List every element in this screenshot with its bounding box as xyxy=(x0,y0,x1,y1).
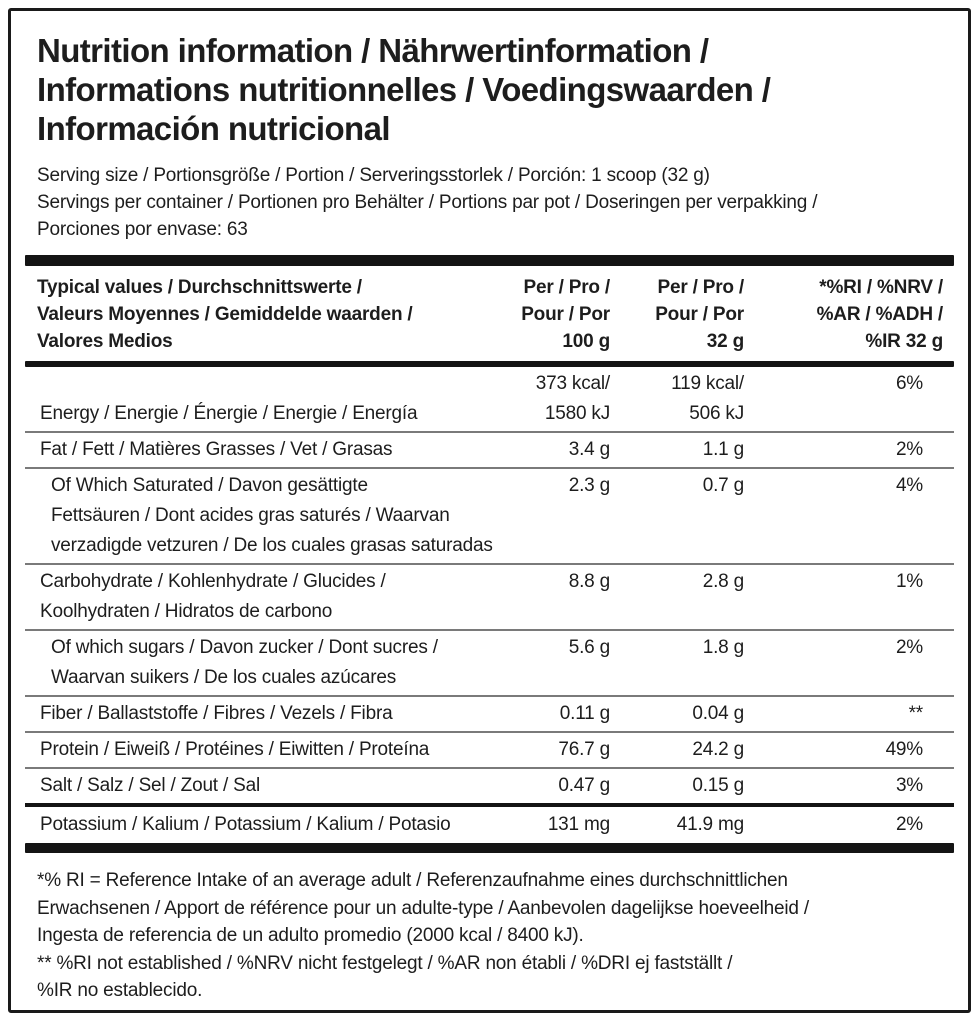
value-line: 4% xyxy=(895,475,923,496)
value-line: 2% xyxy=(895,637,923,658)
row-label-line: Fat / Fett / Matières Grasses / Vet / Grasas xyxy=(40,439,393,460)
value-line: 119 kcal/ xyxy=(671,373,744,394)
title-line-1: Nutrition information / Nährwertinformation / xyxy=(37,32,709,69)
row-ri-value xyxy=(744,471,954,561)
servings-per-container-line-2: Porciones por envase: 63 xyxy=(37,219,248,240)
header-per-100g-line: 100 g xyxy=(562,331,610,352)
table-bottom-bar xyxy=(25,843,954,853)
row-per-100g-value xyxy=(475,810,610,840)
table-top-bar xyxy=(25,255,954,266)
value-line: 2% xyxy=(895,439,923,460)
header-typical-values xyxy=(25,274,475,355)
header-per-32g-line: Per / Pro / xyxy=(657,277,744,298)
row-label xyxy=(25,699,475,729)
row-ri-value xyxy=(744,771,954,801)
row-label-line: Energy / Energie / Énergie / Energie / Energía xyxy=(40,403,418,424)
value-line: ** xyxy=(908,703,923,724)
value-line: 5.6 g xyxy=(568,637,610,658)
header-per-32g-line: Pour / Por xyxy=(655,304,744,325)
value-line: 76.7 g xyxy=(558,739,610,760)
row-label xyxy=(25,633,475,693)
table-row-carbohydrate xyxy=(25,565,954,629)
header-reference-intake xyxy=(744,274,954,355)
table-row-saturated-fat xyxy=(25,469,954,563)
value-line: 0.47 g xyxy=(558,775,610,796)
row-ri-value xyxy=(744,435,954,465)
header-reference-intake-line: %IR 32 g xyxy=(865,331,943,352)
value-line: 373 kcal/ xyxy=(535,373,610,394)
value-line: 0.15 g xyxy=(692,775,744,796)
table-row-fat xyxy=(25,433,954,467)
table-row-potassium xyxy=(25,807,954,843)
row-per-100g-value xyxy=(475,699,610,729)
row-ri-value xyxy=(744,633,954,693)
row-per-32g-value xyxy=(610,567,744,627)
value-line: 506 kJ xyxy=(689,403,744,424)
value-line: 41.9 mg xyxy=(676,814,744,835)
header-per-32g-line: 32 g xyxy=(706,331,744,352)
footnote-line: *% RI = Reference Intake of an average adult / Referenzaufnahme eines durchschnittlichen xyxy=(37,870,788,891)
row-label-line: Carbohydrate / Kohlenhydrate / Glucides / xyxy=(40,571,386,592)
row-per-100g-value xyxy=(475,471,610,561)
footnote-line: ** %RI not established / %NRV nicht festgelegt / %AR non établi / %DRI ej fastställt / xyxy=(37,952,733,974)
row-label-line: Fettsäuren / Dont acides gras saturés / Waarvan xyxy=(51,505,450,526)
row-ri-value xyxy=(744,699,954,729)
row-ri-value xyxy=(744,810,954,840)
title-line-3: Información nutricional xyxy=(37,110,390,147)
row-per-32g-value xyxy=(610,435,744,465)
row-per-32g-value xyxy=(610,810,744,840)
value-line: 6% xyxy=(895,373,923,394)
row-per-32g-value xyxy=(610,369,744,429)
row-label-line: Of Which Saturated / Davon gesättigte xyxy=(51,475,368,496)
value-line: 1580 kJ xyxy=(544,403,610,424)
header-reference-intake-line: %AR / %ADH / xyxy=(816,304,943,325)
header-per-32g xyxy=(610,274,744,355)
value-line: 2.3 g xyxy=(568,475,610,496)
table-row-sugars xyxy=(25,631,954,695)
header-per-100g-line: Per / Pro / xyxy=(523,277,610,298)
table-row-salt xyxy=(25,769,954,803)
row-per-32g-value xyxy=(610,471,744,561)
row-label-line: Salt / Salz / Sel / Zout / Sal xyxy=(40,775,260,796)
row-ri-value xyxy=(744,567,954,627)
row-ri-value xyxy=(744,369,954,429)
serving-size-line: Serving size / Portionsgröße / Portion / Serveringsstorlek / Porción: 1 scoop (32 g) xyxy=(37,165,710,186)
value-line: 131 mg xyxy=(547,814,610,835)
row-label xyxy=(25,471,493,561)
header-per-100g-line: Pour / Por xyxy=(521,304,610,325)
page-title xyxy=(37,31,954,148)
row-per-32g-value xyxy=(610,699,744,729)
row-per-100g-value xyxy=(475,633,610,693)
value-line: 3.4 g xyxy=(568,439,610,460)
row-label xyxy=(25,735,475,765)
value-line: 1.1 g xyxy=(702,439,744,460)
row-per-100g-value xyxy=(475,735,610,765)
row-label xyxy=(25,399,475,429)
header-reference-intake-line: *%RI / %NRV / xyxy=(819,277,943,298)
row-per-32g-value xyxy=(610,771,744,801)
header-typical-values-line: Typical values / Durchschnittswerte / xyxy=(37,277,362,298)
row-label-line: Protein / Eiweiß / Protéines / Eiwitten / Proteína xyxy=(40,739,430,760)
row-label-line: Waarvan suikers / De los cuales azúcares xyxy=(51,667,397,688)
footnote-line: %IR no establecido. xyxy=(37,980,203,1001)
value-line: 2% xyxy=(895,814,923,835)
value-line: 49% xyxy=(885,739,923,760)
value-line: 1% xyxy=(895,571,923,592)
value-line: 3% xyxy=(895,775,923,796)
value-line: 8.8 g xyxy=(568,571,610,592)
value-line: 0.04 g xyxy=(692,703,744,724)
row-label xyxy=(25,771,475,801)
value-line: 24.2 g xyxy=(692,739,744,760)
table-header-row xyxy=(25,266,954,361)
value-line: 1.8 g xyxy=(702,637,744,658)
header-per-100g xyxy=(475,274,610,355)
title-line-2: Informations nutritionnelles / Voedingswaarden / xyxy=(37,71,771,108)
row-label-line: Of which sugars / Davon zucker / Dont sucres / xyxy=(51,637,438,658)
table-row-energy xyxy=(25,367,954,431)
footnotes xyxy=(37,867,954,1005)
table-row-protein xyxy=(25,733,954,767)
value-line: 2.8 g xyxy=(702,571,744,592)
table-row-fiber xyxy=(25,697,954,731)
row-label-line: Fiber / Ballaststoffe / Fibres / Vezels / Fibra xyxy=(40,703,393,724)
row-per-100g-value xyxy=(475,771,610,801)
footnote-line: Erwachsenen / Apport de référence pour un adulte-type / Aanbevolen dagelijkse hoeveelheid / xyxy=(37,897,809,919)
header-typical-values-line: Valores Medios xyxy=(37,331,173,352)
serving-info xyxy=(37,162,954,243)
row-label xyxy=(25,435,475,465)
row-label xyxy=(25,810,475,840)
row-ri-value xyxy=(744,735,954,765)
nutrition-label-panel xyxy=(8,8,971,1013)
footnote-line: Ingesta de referencia de un adulto promedio (2000 kcal / 8400 kJ). xyxy=(37,925,584,946)
row-label xyxy=(25,567,475,627)
row-label-line: Koolhydraten / Hidratos de carbono xyxy=(40,601,333,622)
row-per-100g-value xyxy=(475,369,610,429)
value-line: 0.11 g xyxy=(559,703,610,724)
header-typical-values-line: Valeurs Moyennes / Gemiddelde waarden / xyxy=(37,304,413,325)
row-per-32g-value xyxy=(610,633,744,693)
value-line: 0.7 g xyxy=(702,475,744,496)
row-per-100g-value xyxy=(475,567,610,627)
row-per-32g-value xyxy=(610,735,744,765)
row-label-line: Potassium / Kalium / Potassium / Kalium / Potasio xyxy=(40,814,451,835)
servings-per-container-line-1: Servings per container / Portionen pro Behälter / Portions par pot / Doseringen per verpakking / xyxy=(37,192,818,213)
row-label-line: verzadigde vetzuren / De los cuales grasas saturadas xyxy=(51,535,493,556)
row-per-100g-value xyxy=(475,435,610,465)
